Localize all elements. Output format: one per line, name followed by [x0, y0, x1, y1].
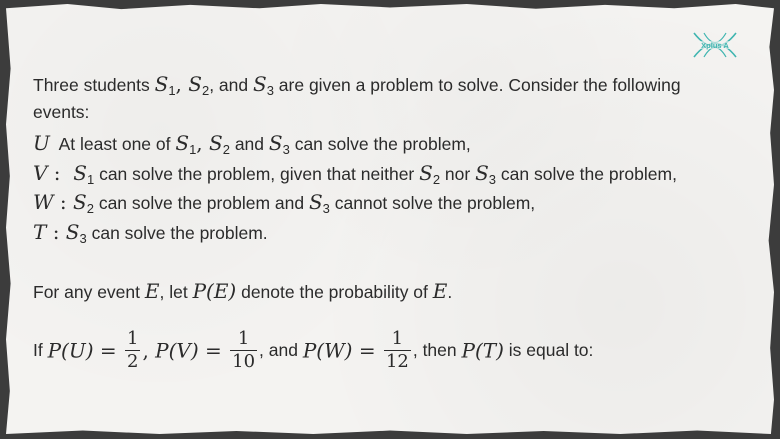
- question-line: If P(U) = $\frac{1}{2}$ , P(V) = $\frac{1}{10}$ , and P(W) = $\frac{1}{12}$ , then P(T) is equal to:: [33, 328, 594, 372]
- fraction-pv: $\frac{1}{10}$: [232, 328, 256, 372]
- event-u: U At least one of $S_1$, $S_2$ and $S_3$ can solve the problem,: [33, 131, 471, 157]
- fraction-pw: $\frac{1}{12}$: [385, 328, 409, 372]
- event-t: T : $S_3$ can solve the problem.: [33, 220, 268, 246]
- event-w: W : $S_2$ can solve the problem and $S_3$ cannot solve the problem,: [33, 190, 536, 216]
- fraction-pu: $\frac{1}{2}$: [126, 328, 139, 372]
- definition-line: For any event E, let P(E) denote the probability of E.: [33, 279, 453, 303]
- intro-line: Three students $S_1$, $S_2$, and $S_3$ are given a problem to solve. Consider the following: [33, 72, 681, 98]
- event-v: V : $S_1$ can solve the problem, given that neither $S_2$ nor $S_3$ can solve the problem,: [33, 161, 677, 187]
- xplusa-logo: [692, 30, 738, 60]
- logo-text: Xplus A: [701, 41, 729, 50]
- intro-line-cont: events:: [33, 102, 90, 122]
